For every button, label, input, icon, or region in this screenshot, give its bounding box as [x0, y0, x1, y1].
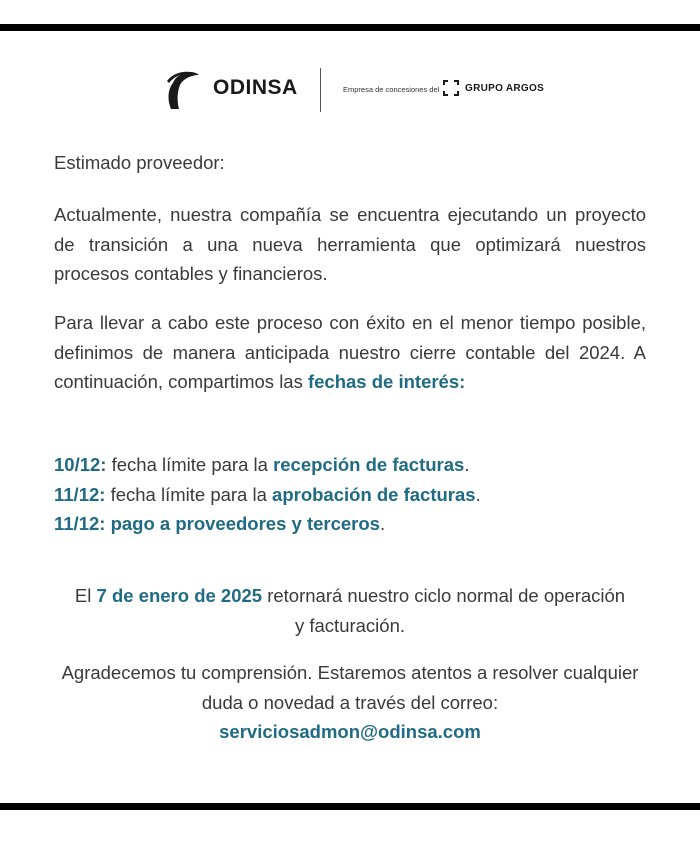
return-notice: El 7 de enero de 2025 retornará nuestro ciclo normal de operación y facturación. [74, 585, 626, 636]
grupo-argos-logo-icon [443, 80, 459, 96]
date-item: 11/12: fecha límite para la aprobación de facturas. [54, 483, 481, 505]
header-divider [320, 68, 321, 112]
paragraph-closing-dates: Para llevar a cabo este proceso con éxito en el menor tiempo posible, definimos de manera anticipada nuestro cierre contable del 2024. A continuación, compartimos las fechas de interés: [54, 312, 646, 392]
date-item: 11/12: pago a proveedores y terceros. [54, 513, 386, 534]
date-item: 10/12: fecha límite para la recepción de facturas. [54, 454, 470, 475]
contact-email-link[interactable]: serviciosadmon@odinsa.com [219, 721, 481, 742]
brand-name: ODINSA [213, 76, 298, 99]
paragraph-transition: Actualmente, nuestra compañía se encuentra ejecutando un proyecto de transición a una nueva herramienta que optimizará nuestros procesos contables y financieros. [54, 204, 646, 284]
dates-of-interest-highlight: fechas de interés: [307, 371, 466, 392]
brand-tagline: Empresa de concesiones del [343, 85, 440, 94]
dates-list [54, 450, 646, 539]
top-border-bar [0, 24, 700, 31]
parent-brand-name: GRUPO ARGOS [465, 83, 545, 94]
return-date-highlight: 7 de enero de 2025 [96, 585, 263, 606]
bottom-border-bar [0, 803, 700, 810]
closing-paragraph: Agradecemos tu comprensión. Estaremos atentos a resolver cualquier duda o novedad a través del correo: serviciosadmon@odinsa.com [40, 658, 660, 747]
letter-header [0, 64, 700, 114]
greeting: Estimado proveedor: [54, 152, 225, 173]
odinsa-logo-icon [165, 69, 201, 109]
